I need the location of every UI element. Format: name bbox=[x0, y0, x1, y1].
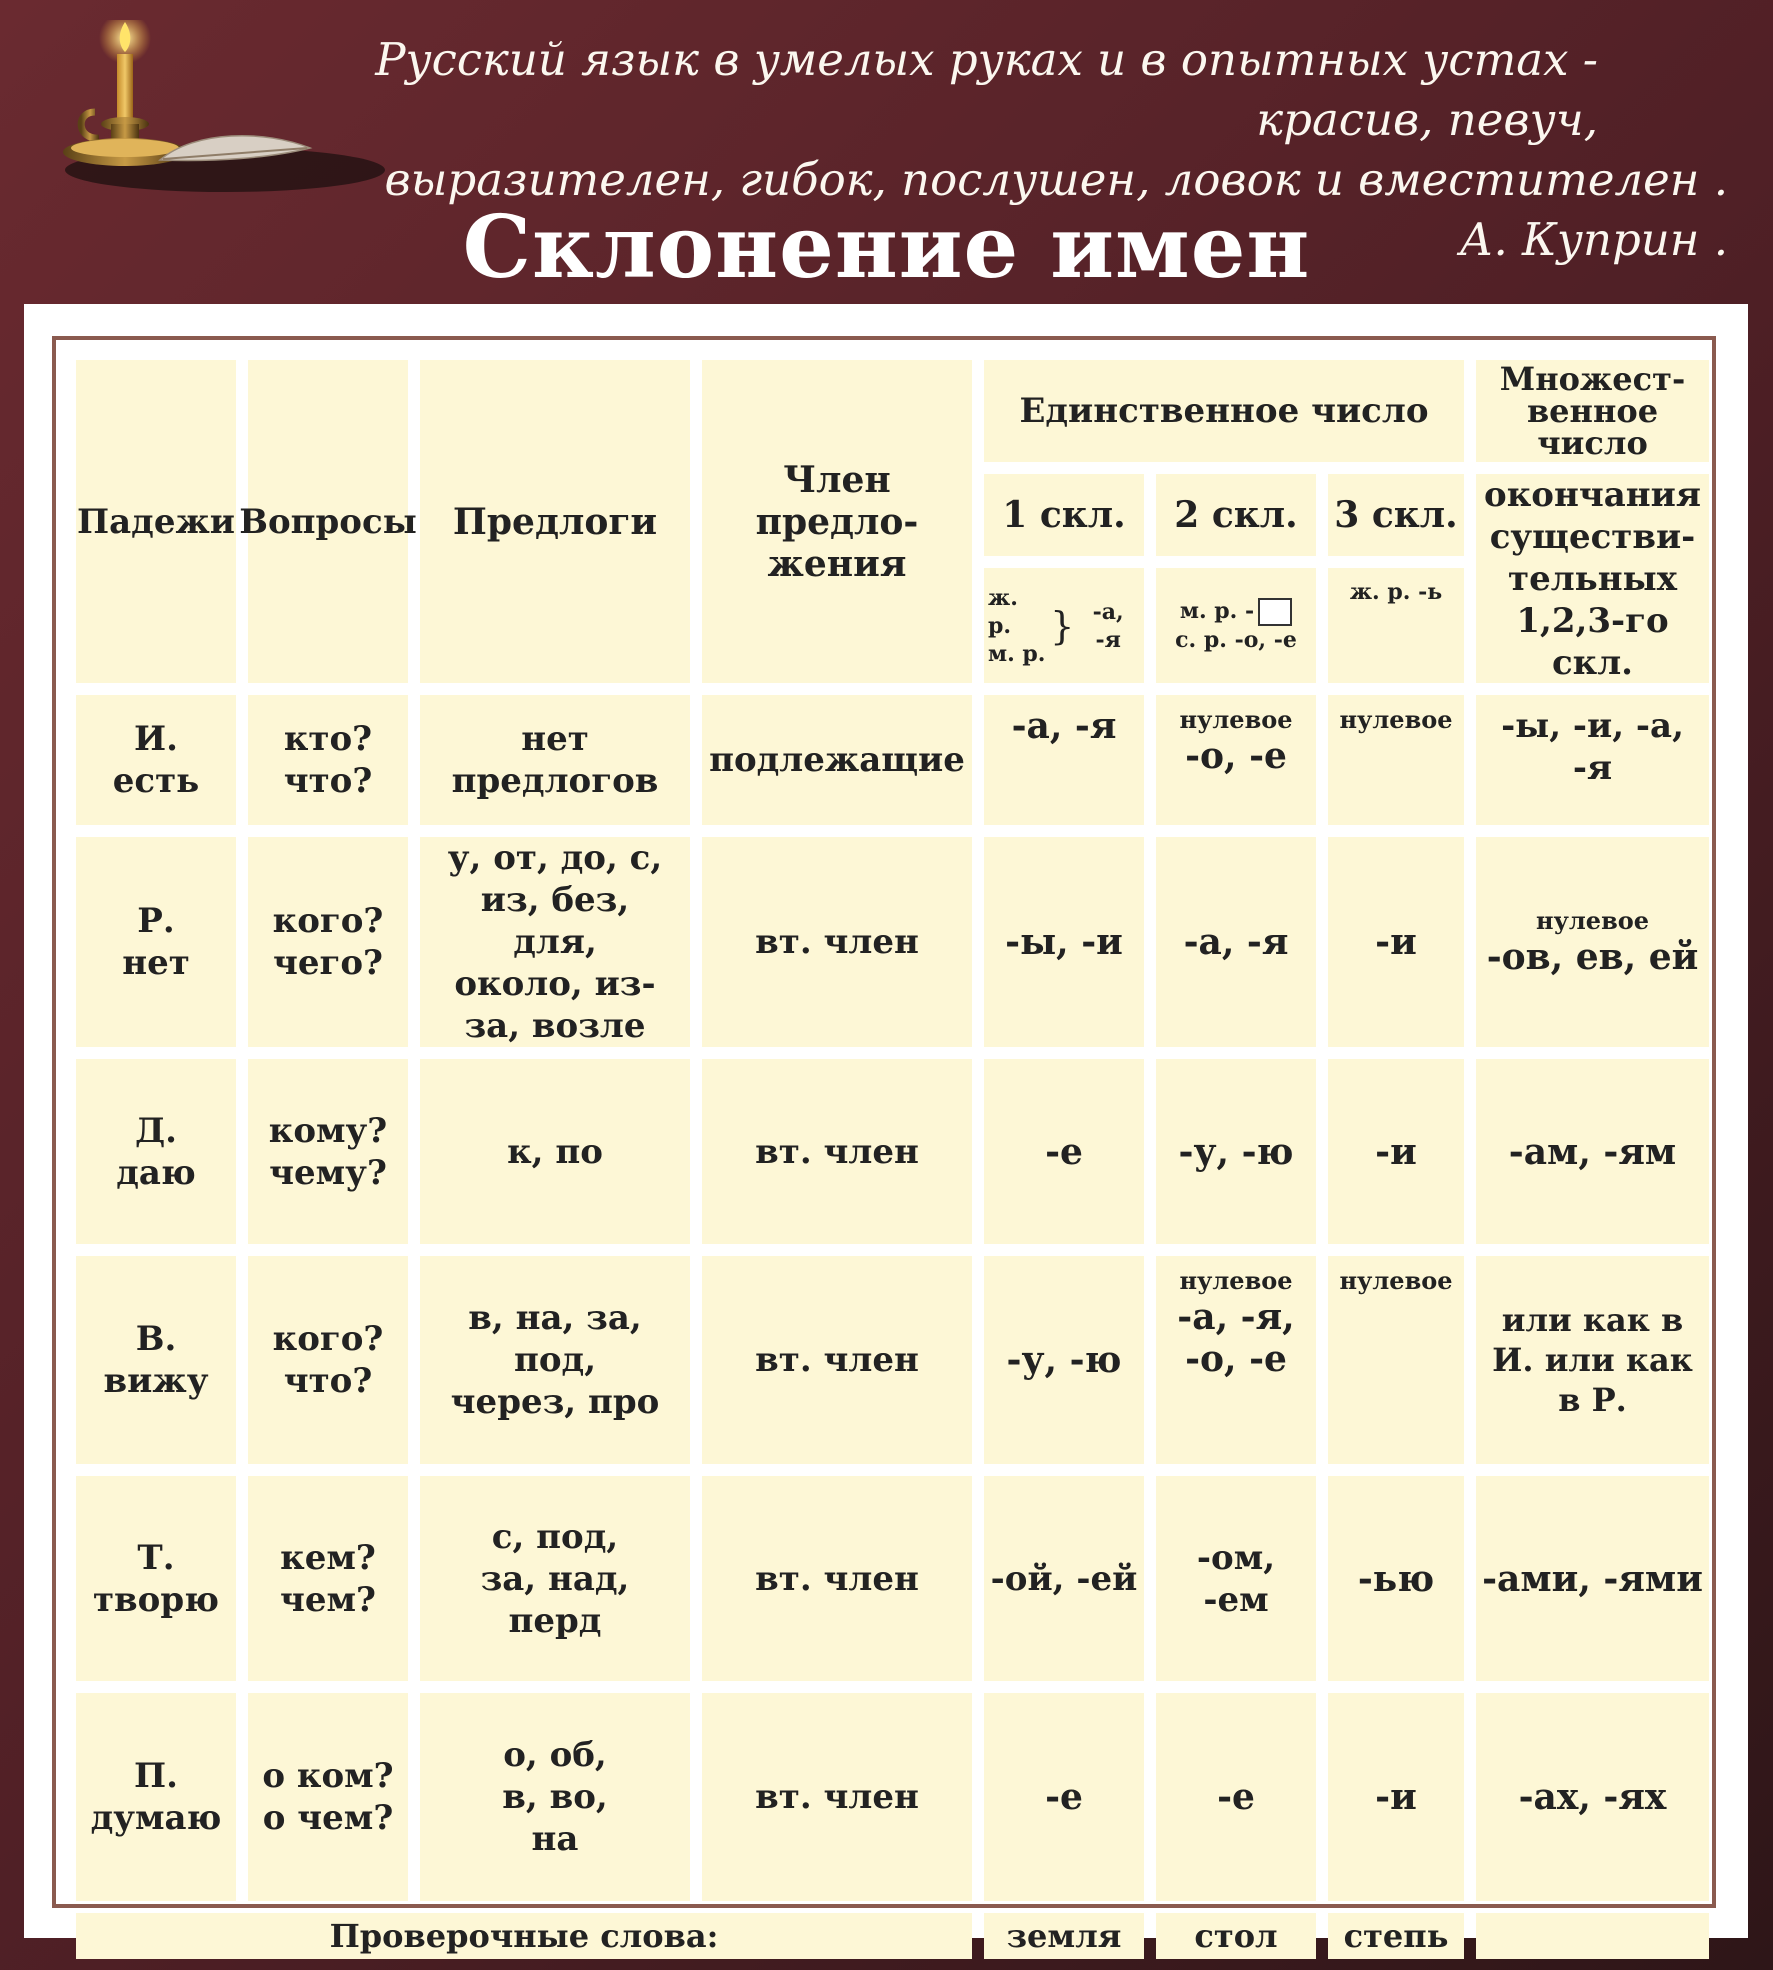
case-cell bbox=[76, 1476, 236, 1681]
zero-ending-note: нулевое bbox=[1179, 705, 1293, 734]
prepositions-cell: о, об, в, во, на bbox=[420, 1693, 690, 1901]
declension-table bbox=[76, 360, 1703, 1955]
quote-line-2: выразителен, гибок, послушен, ловок и вместителен . bbox=[384, 153, 1728, 206]
declension-1-ending: -а, -я bbox=[1092, 598, 1124, 653]
case-abbrev: В. bbox=[135, 1319, 177, 1359]
case-abbrev: Т. bbox=[137, 1537, 175, 1578]
sentence-member-cell: вт. член bbox=[702, 1693, 972, 1901]
ending-value: -ов, ев, ей bbox=[1486, 936, 1699, 978]
question-inanimate: что? bbox=[283, 761, 373, 801]
declension-2-ending: -ом, -ем bbox=[1156, 1476, 1316, 1681]
question-animate: кого? bbox=[272, 1319, 384, 1359]
gender-feminine: ж. р. -ь bbox=[1349, 579, 1443, 605]
ending-value: -о, -е bbox=[1185, 735, 1287, 777]
declension-1-ending: -у, -ю bbox=[984, 1256, 1144, 1464]
check-words-label: Проверочные слова: bbox=[76, 1913, 972, 1959]
question-animate: кому? bbox=[268, 1110, 388, 1151]
board bbox=[24, 304, 1748, 1955]
case-helper-word: думаю bbox=[90, 1798, 222, 1838]
sentence-member-cell: вт. член bbox=[702, 1059, 972, 1244]
quote-author: А. Куприн . bbox=[1459, 213, 1728, 266]
zero-ending-note: нулевое bbox=[1535, 906, 1650, 935]
plural-ending: -ах, -ях bbox=[1476, 1693, 1709, 1901]
declension-2-ending bbox=[1156, 695, 1316, 825]
questions-cell bbox=[248, 837, 408, 1047]
case-cell bbox=[76, 1256, 236, 1464]
question-animate: кто? bbox=[283, 719, 373, 759]
sentence-member-cell: вт. член bbox=[702, 1256, 972, 1464]
case-helper-word: нет bbox=[122, 943, 190, 983]
header-prepositions: Предлоги bbox=[420, 360, 690, 683]
case-abbrev: И. bbox=[134, 719, 178, 759]
case-cell bbox=[76, 1059, 236, 1244]
case-abbrev: Д. bbox=[134, 1110, 178, 1151]
zero-ending-box-icon bbox=[1258, 598, 1292, 626]
header-plural-endings: окончания существи-тельных 1,2,3-го скл. bbox=[1476, 474, 1709, 683]
case-cell bbox=[76, 695, 236, 825]
questions-cell bbox=[248, 1059, 408, 1244]
declension-3-ending: -и bbox=[1328, 837, 1464, 1047]
declension-2-ending bbox=[1156, 1256, 1316, 1464]
prepositions-cell: к, по bbox=[420, 1059, 690, 1244]
plural-ending bbox=[1476, 837, 1709, 1047]
question-animate: кого? bbox=[272, 901, 384, 941]
header-plural: Множест-венное число bbox=[1476, 360, 1709, 462]
questions-cell bbox=[248, 1256, 408, 1464]
prepositions-cell: с, под, за, над, перд bbox=[420, 1476, 690, 1681]
sentence-member-cell: вт. член bbox=[702, 837, 972, 1047]
sentence-member-cell: вт. член bbox=[702, 1476, 972, 1681]
case-abbrev: П. bbox=[134, 1756, 178, 1796]
check-word-declension-2: стол bbox=[1156, 1913, 1316, 1959]
zero-ending-note: нулевое bbox=[1339, 1266, 1453, 1295]
table-frame bbox=[52, 336, 1716, 1955]
question-animate: кем? bbox=[280, 1537, 376, 1578]
declension-2-ending: -у, -ю bbox=[1156, 1059, 1316, 1244]
plural-ending: или как в И. или как в Р. bbox=[1476, 1256, 1709, 1464]
questions-cell bbox=[248, 1476, 408, 1681]
gender-neuter: с. р. -о, -е bbox=[1175, 627, 1297, 653]
header-declension-1: 1 скл. bbox=[984, 474, 1144, 556]
plural-ending: -ами, -ями bbox=[1476, 1476, 1709, 1681]
gender-masculine: м. р. - bbox=[1179, 598, 1255, 624]
questions-cell bbox=[248, 1693, 408, 1901]
case-helper-word: есть bbox=[112, 761, 200, 801]
header-declension-2: 2 скл. bbox=[1156, 474, 1316, 556]
zero-ending-note: нулевое bbox=[1339, 705, 1453, 734]
question-inanimate: о чем? bbox=[262, 1798, 394, 1838]
quote-line-1: Русский язык в умелых руках и в опытных устах - красив, певуч, bbox=[375, 33, 1598, 146]
case-cell bbox=[76, 1693, 236, 1901]
declension-1-ending: -ой, -ей bbox=[984, 1476, 1144, 1681]
declension-1-ending: -ы, -и bbox=[984, 837, 1144, 1047]
gender-masculine: м. р. bbox=[988, 640, 1046, 667]
zero-ending-note: нулевое bbox=[1179, 1266, 1293, 1295]
declension-1-genders bbox=[984, 568, 1144, 683]
check-word-declension-3: степь bbox=[1328, 1913, 1464, 1959]
header-sentence-member: Член предло-жения bbox=[702, 360, 972, 683]
question-inanimate: чем? bbox=[280, 1579, 376, 1620]
questions-cell bbox=[248, 695, 408, 825]
case-cell bbox=[76, 837, 236, 1047]
prepositions-cell: у, от, до, с, из, без, для, около, из-за, возле bbox=[420, 837, 690, 1047]
question-inanimate: что? bbox=[283, 1361, 373, 1401]
brace-icon: } bbox=[1050, 603, 1075, 648]
case-helper-word: вижу bbox=[103, 1361, 209, 1401]
gender-feminine: ж. р. bbox=[988, 584, 1018, 639]
page-title: Склонение имен bbox=[462, 197, 1311, 298]
header-singular: Единственное число bbox=[984, 360, 1464, 462]
declension-3-ending: -и bbox=[1328, 1059, 1464, 1244]
prepositions-cell: в, на, за, под, через, про bbox=[420, 1256, 690, 1464]
plural-ending: -ы, -и, -а, -я bbox=[1476, 695, 1709, 825]
declension-2-genders bbox=[1156, 568, 1316, 683]
header-questions: Вопросы bbox=[248, 360, 408, 683]
declension-2-ending: -е bbox=[1156, 1693, 1316, 1901]
prepositions-cell: нет предлогов bbox=[420, 695, 690, 825]
check-word-plural-empty bbox=[1476, 1913, 1709, 1959]
declension-3-genders bbox=[1328, 568, 1464, 683]
declension-3-ending: -и bbox=[1328, 1693, 1464, 1901]
case-helper-word: даю bbox=[116, 1152, 196, 1193]
declension-3-ending bbox=[1328, 695, 1464, 825]
declension-1-ending: -е bbox=[984, 1059, 1144, 1244]
declension-2-ending: -а, -я bbox=[1156, 837, 1316, 1047]
question-inanimate: чего? bbox=[273, 943, 383, 983]
declension-3-ending: -ью bbox=[1328, 1476, 1464, 1681]
sentence-member-cell: подлежащие bbox=[702, 695, 972, 825]
declension-1-ending: -е bbox=[984, 1693, 1144, 1901]
check-word-declension-1: земля bbox=[984, 1913, 1144, 1959]
question-animate: о ком? bbox=[262, 1756, 394, 1796]
header-cases: Падежи bbox=[76, 360, 236, 683]
case-abbrev: Р. bbox=[137, 901, 175, 941]
declension-3-ending bbox=[1328, 1256, 1464, 1464]
plural-ending: -ам, -ям bbox=[1476, 1059, 1709, 1244]
ending-value: -а, -я, -о, -е bbox=[1177, 1296, 1295, 1380]
question-inanimate: чему? bbox=[269, 1152, 387, 1193]
declension-1-ending: -а, -я bbox=[984, 695, 1144, 825]
header-declension-3: 3 скл. bbox=[1328, 474, 1464, 556]
case-helper-word: творю bbox=[92, 1579, 219, 1620]
